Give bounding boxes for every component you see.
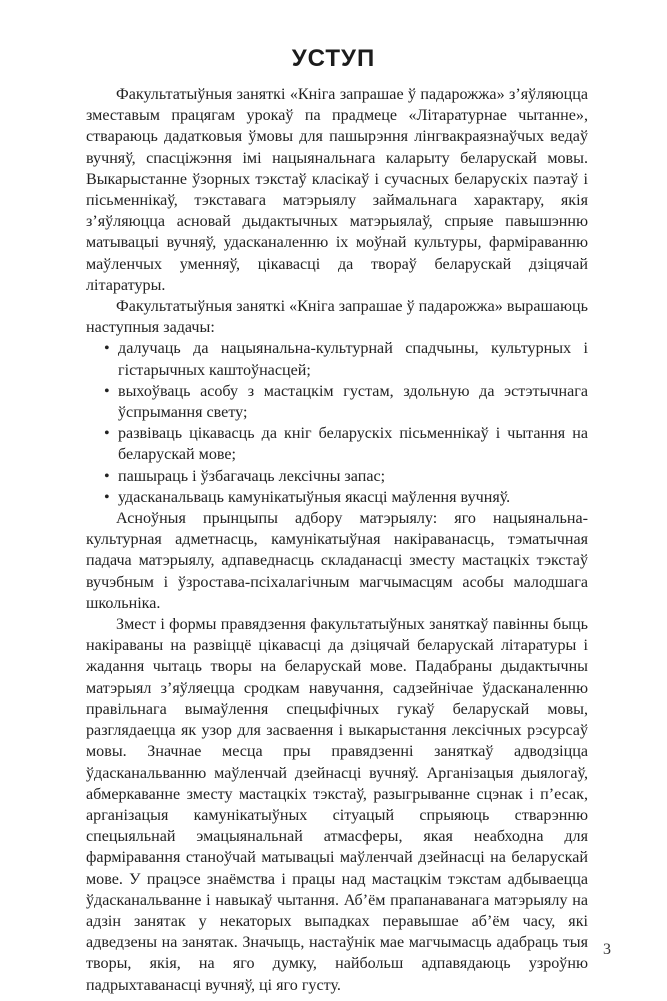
- document-body: [86, 84, 588, 996]
- task-text: далучаць да нацыянальна-культурнай спадчыны, культурных і гістарычных каштоўнасцей;: [118, 340, 588, 379]
- list-item: [86, 381, 588, 423]
- tasks-intro-paragraph: Факультатыўныя заняткі «Кніга запрашае ў падарожжа» вырашаюць наступныя задачы:: [86, 298, 588, 337]
- bullet-icon: •: [104, 467, 110, 485]
- bullet-icon: •: [104, 425, 110, 443]
- task-text: удасканальваць камунікатыўныя якасці маўлення вучняў.: [118, 488, 511, 506]
- task-text: выхоўваць асобу з мастацкім густам, здольную да эстэтычнага ўспрымання свету;: [118, 382, 588, 422]
- bullet-icon: •: [104, 340, 110, 358]
- principles-paragraph: Асноўныя прынцыпы адбору матэрыялу: яго нацыянальна-культурная адметнасць, камунікатыўная накіраванасць, тэматычная падача матэрыялу, адпаведнасць складанасці зместу мастацкіх тэкстаў вучэбным і ўзростава-псіхалагічным магчымасцям асобы малодшага школьніка.: [86, 510, 588, 612]
- bullet-icon: •: [104, 488, 110, 506]
- list-item: [86, 487, 588, 508]
- list-item: [86, 338, 588, 380]
- content-paragraph: Змест і формы правядзення факультатыўных заняткаў павінны быць накіраваны на развіццё цікавасці да дзіцячай беларускай літаратуры і жадання чытаць творы на беларускай мове. Падабраны дыдактычны матэрыял з’яўляецца сродкам навучання, садзейнічае ўдасканаленню правільнага вымаўлення спецыфічных гукаў беларускай мовы, разглядаецца як узор для засваення і выкарыстання лексічных рэсурсаў мовы. Значнае месца пры правядзенні заняткаў адводзіцца ўдасканальванню маўленчай дзейнасці вучняў. Арганізацыя дыялогаў, абмеркаванне зместу мастацкіх тэкстаў, разыгрыванне сцэнак і п’есак, арганізацыя камунікатыўных сітуацый спрыяюць стварэнню спецыяльнай эмацыянальнай атмасферы, якая неабходна для фарміравання станоўчай матывацыі маўленчай дзейнасці на беларускай мове. У працэсе знаёмства і працы над мастацкім тэкстам адбываецца ўдасканальванне і навыкаў чытання. Аб’ём прапанаванага матэрыялу на адзін занятак у некаторых выпадках перавышае аб’ём часу, які адведзены на занятак. Значыць, настаўнік мае магчымасць адабраць тыя творы, якія, на яго думку, найбольш адпавядаюць узроўню падрыхтаванасці вучняў, ці яго густу.: [86, 616, 588, 994]
- page-number: 3: [603, 941, 611, 958]
- bullet-icon: •: [104, 382, 110, 400]
- page-title: УСТУП: [291, 45, 376, 72]
- task-text: пашыраць і ўзбагачаць лексічны запас;: [118, 467, 386, 485]
- intro-paragraph: Факультатыўныя заняткі «Кніга запрашае ў падарожжа» з’яўляюцца зместавым працягам урокаў па прадмеце «Літаратурнае чытанне», ствараюць дадатковыя ўмовы для пашырэння лінгвакраязнаўчых ведаў вучняў, спасціжэння імі нацыянальнага каларыту беларускай мовы. Выкарыстанне ўзорных тэкстаў класікаў і сучасных беларускіх паэтаў і пісьменнікаў, тэкставага матэрыялу займальнага характару, якія з’яўляюцца асновай дыдактычных матэрыялаў, спрыяе павышэнню матывацыі вучняў, удасканаленню іх моўнай культуры, фарміраванню маўленчых уменняў, цікавасці да твораў беларускай дзіцячай літаратуры.: [86, 86, 588, 294]
- task-text: развіваць цікавасць да кніг беларускіх пісьменнікаў і чытання на беларускай мове;: [118, 425, 588, 464]
- tasks-list: [86, 338, 588, 508]
- list-item: [86, 423, 588, 465]
- list-item: [86, 466, 588, 487]
